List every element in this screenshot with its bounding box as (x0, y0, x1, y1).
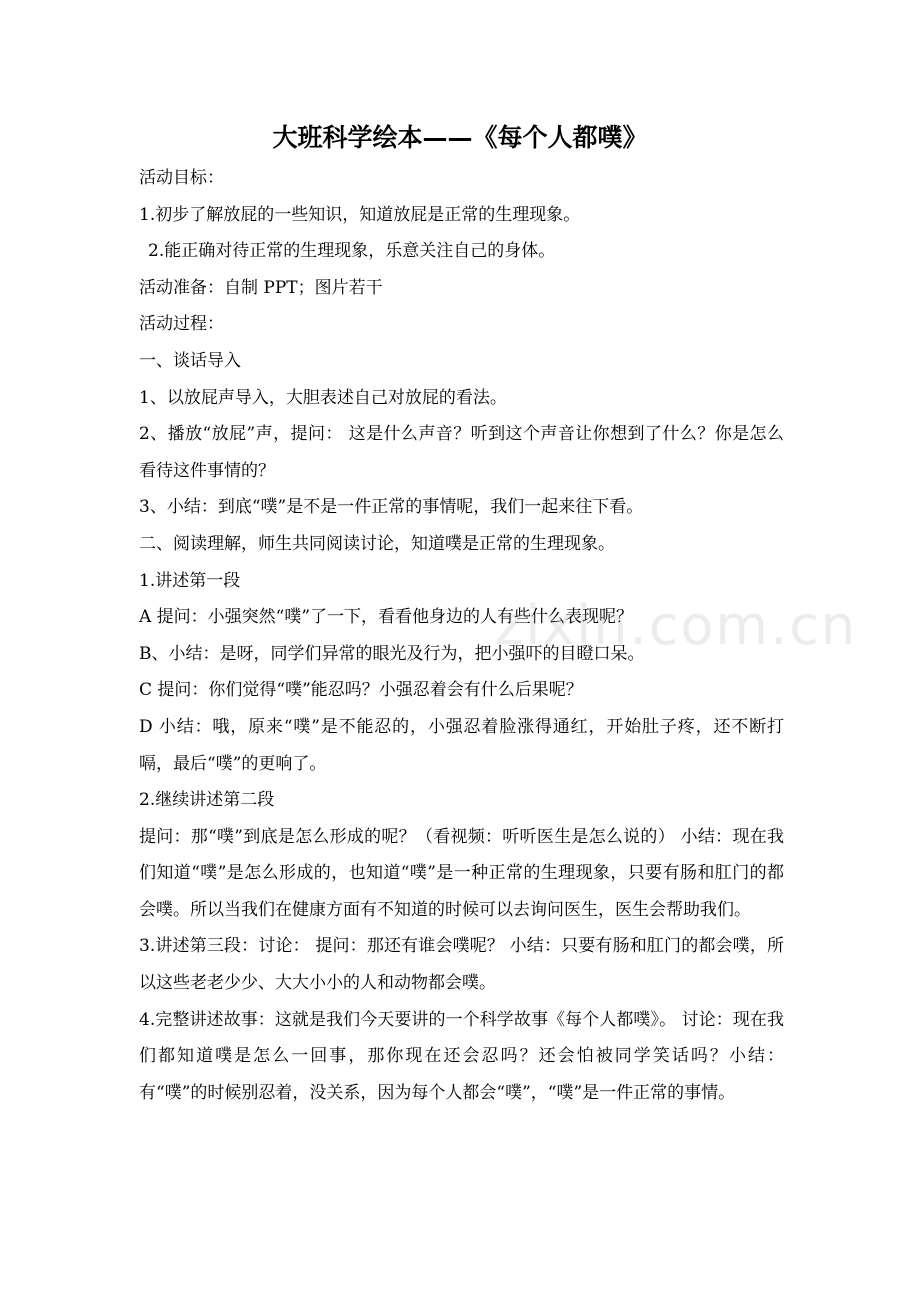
paragraph-step-1-1: 1、以放屁声导入，大胆表述自己对放屁的看法。 (139, 387, 507, 408)
paragraph-goal-1: 1.初步了解放屁的一些知识，知道放屁是正常的生理现象。 (139, 204, 581, 225)
paragraph-process-heading: 活动过程： (139, 314, 224, 335)
paragraph-step-1-2: 2、播放“放屁”声，提问： 这是什么声音？听到这个声音让你想到了什么？你是怎么看待这件事情的？ (139, 424, 784, 481)
paragraph-part-2: 2.继续讲述第二段 (139, 790, 275, 811)
paragraph-part-1-d: D 小结：哦，原来“噗”是不能忍的，小强忍着脸涨得通红，开始肚子疼，还不断打嗝，最后“噗”的更响了。 (139, 716, 784, 774)
paragraph-part-1-c: C 提问：你们觉得“噗”能忍吗？小强忍着会有什么后果呢？ (139, 680, 583, 701)
paragraph-part-1-b: B、小结：是呀，同学们异常的眼光及行为，把小强吓的目瞪口呆。 (139, 643, 645, 664)
document-title: 大班科学绘本——《每个人都噗》 (272, 123, 648, 152)
paragraph-goals-heading: 活动目标： (139, 168, 224, 188)
paragraph-part-2-body: 提问：那“噗”到底是怎么形成的呢？（看视频：听听医生是怎么说的） 小结：现在我们知道“噗”是怎么形成的，也知道“噗”是一种正常的生理现象，只要有肠和肛门的都会噗。所以当我们在健康方面有不知道的时候可以去询问医生，医生会帮助我们。 (139, 826, 784, 920)
paragraph-part-4: 4.完整讲述故事：这就是我们今天要讲的一个科学故事《每个人都噗》。 讨论：现在我们都知道噗是怎么一回事，那你现在还会忍吗？还会怕被同学笑话吗？小结：有“噗”的时候别忍着，没关系，因为每个人都会“噗”，“噗”是一件正常的事情。 (139, 1009, 784, 1103)
paragraph-goal-2: 2.能正确对待正常的生理现象，乐意关注自己的身体。 (148, 241, 556, 262)
paragraph-section-1: 一、谈话导入 (139, 350, 241, 371)
paragraph-part-1-a: A 提问：小强突然“噗”了一下，看看他身边的人有些什么表现呢？ (139, 607, 634, 628)
paragraph-part-3: 3.讲述第三段：讨论： 提问：那还有谁会噗呢？ 小结：只要有肠和肛门的都会噗，所以这些老老少少、大大小小的人和动物都会噗。 (139, 936, 784, 994)
document-body (139, 160, 784, 1111)
paragraph-section-2: 二、阅读理解，师生共同阅读讨论，知道噗是正常的生理现象。 (139, 533, 615, 554)
watermark-text: zixin.com.cn (495, 594, 858, 657)
paragraph-step-1-3: 3、小结：到底“噗”是不是一件正常的事情呢，我们一起来往下看。 (139, 497, 644, 518)
paragraph-part-1: 1.讲述第一段 (139, 570, 241, 591)
paragraph-preparation: 活动准备：自制 PPT；图片若干 (139, 277, 383, 298)
